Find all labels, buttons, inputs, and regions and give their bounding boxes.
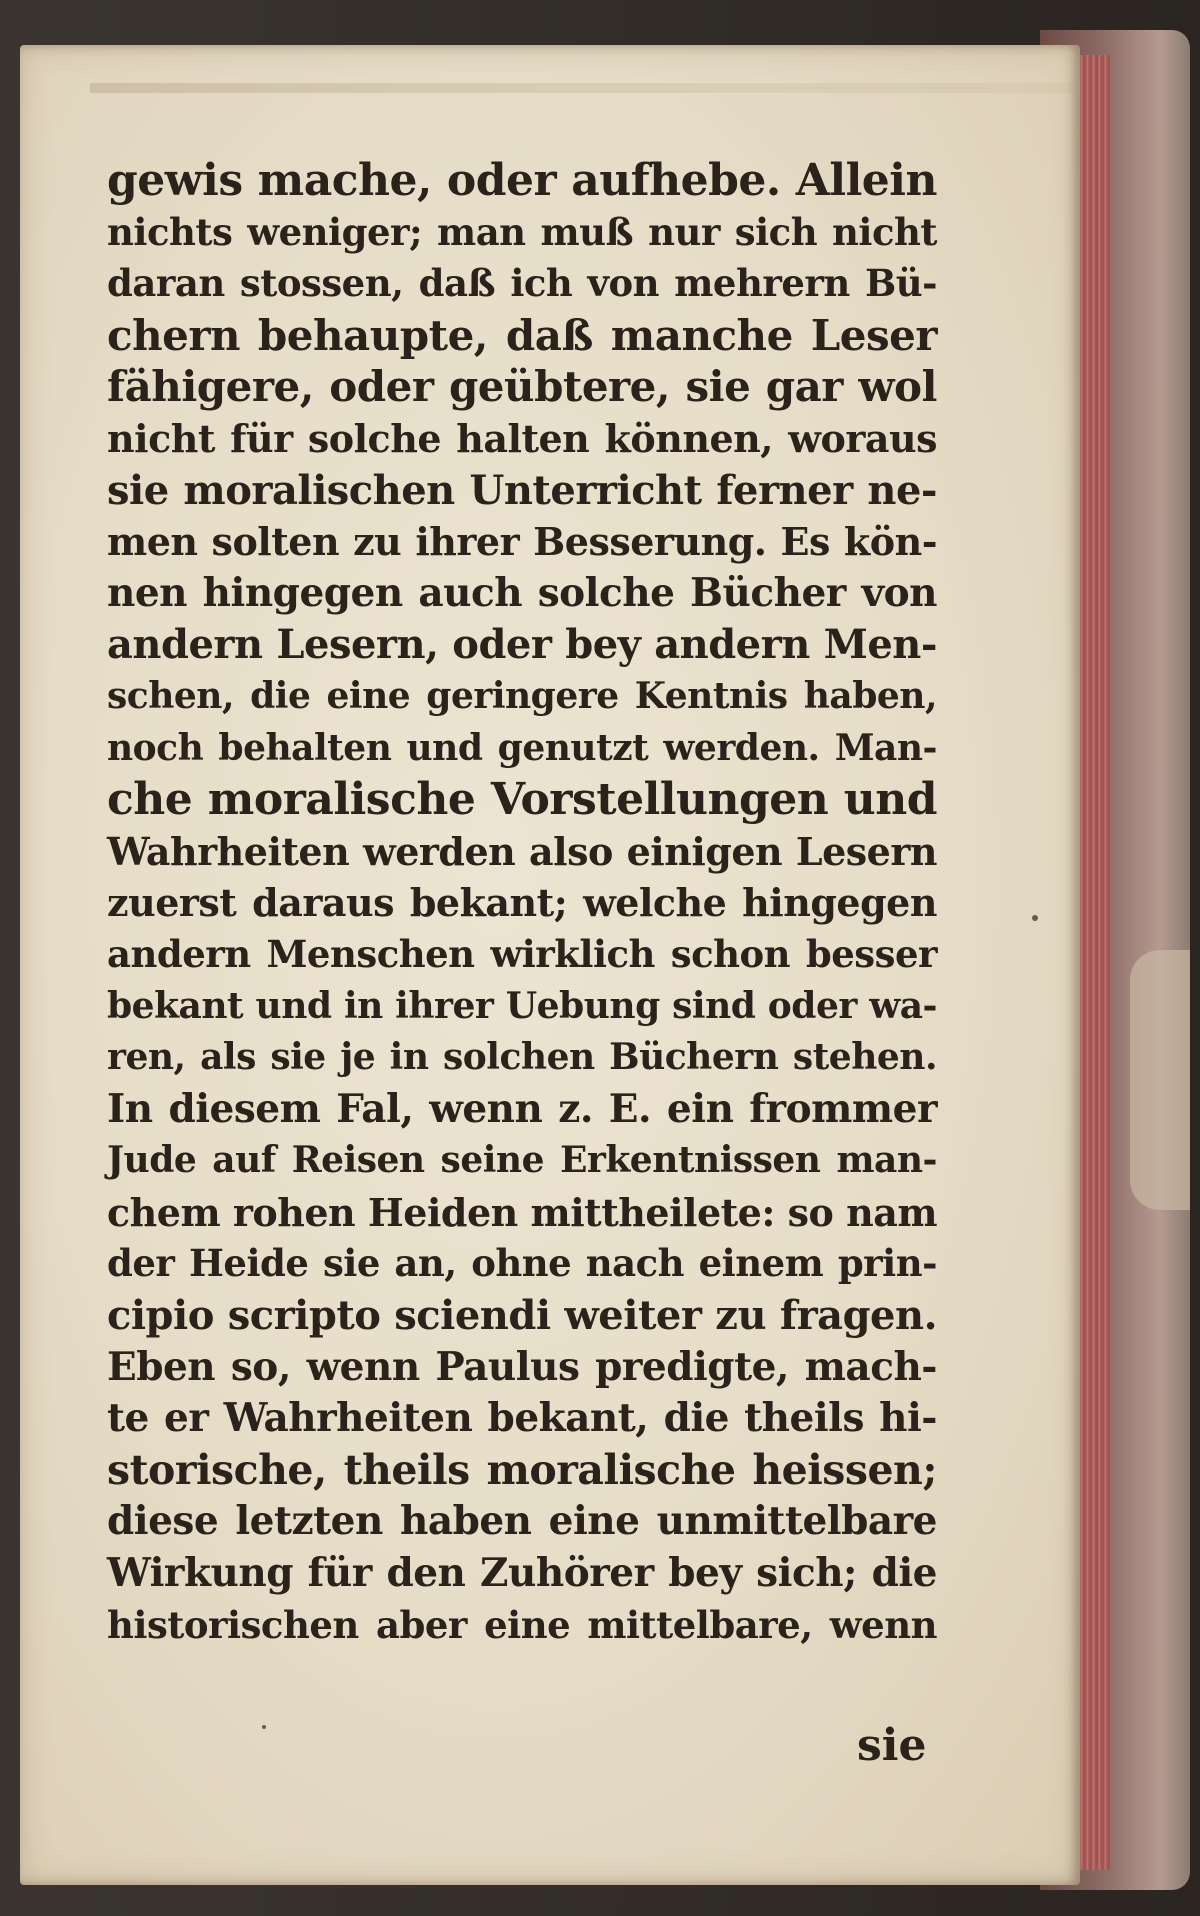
text-line: chem rohen Heiden mittheilete: so nam [107, 1189, 938, 1235]
text-line: cipio scripto sciendi weiter zu fragen. [107, 1292, 937, 1340]
text-line: storische, theils moralische heissen; [107, 1445, 937, 1494]
page-text [107, 155, 937, 1651]
text-line: chern behaupte, daß manche Leser [107, 310, 937, 360]
text-line: men solten zu ihrer Besserung. Es kön- [107, 519, 937, 565]
text-line: historischen aber eine mittelbare, wenn [107, 1602, 937, 1647]
text-line: Jude auf Reisen seine Erkentnissen man- [107, 1139, 937, 1182]
text-line: che moralische Vorstellungen und [107, 774, 937, 826]
text-line: ren, als sie je in solchen Büchern stehen. [107, 1036, 937, 1079]
text-line: Wahrheiten werden also einigen Lesern [107, 828, 937, 874]
text-line: gewis mache, oder aufhebe. Allein [107, 155, 937, 206]
text-line: te er Wahrheiten bekant, die theils hi- [107, 1395, 937, 1442]
text-line: nichts weniger; man muß nur sich nicht [107, 209, 937, 254]
text-line: Wirkung für den Zuhörer bey sich; die [107, 1550, 937, 1597]
text-line: In diesem Fal, wenn z. E. ein frommer [107, 1085, 937, 1132]
text-line: bekant und in ihrer Uebung sind oder wa- [107, 984, 937, 1027]
text-line: nicht für solche halten können, woraus [107, 415, 937, 461]
text-line: daran stossen, daß ich von mehrern Bü- [107, 261, 937, 306]
text-line: der Heide sie an, ohne nach einem prin- [107, 1241, 937, 1286]
text-line: andern Menschen wirklich schon besser [107, 931, 937, 976]
text-line: zuerst daraus bekant; welche hingegen [107, 880, 937, 926]
paper-speck [1032, 915, 1038, 921]
text-line: noch behalten und genutzt werden. Man- [107, 726, 937, 769]
text-line: Eben so, wenn Paulus predigte, mach- [107, 1343, 937, 1390]
text-line: andern Lesern, oder bey andern Men- [107, 621, 937, 669]
cover-wear-patch [1130, 950, 1190, 1210]
text-line: schen, die eine geringere Kentnis haben, [107, 674, 937, 717]
text-line: fähigere, oder geübtere, sie gar wol [107, 362, 937, 412]
paper-speck [262, 1725, 266, 1729]
page-top-shadow [90, 83, 1080, 93]
text-line: diese letzten haben eine unmittelbare [107, 1498, 937, 1545]
catchword: sie [857, 1720, 927, 1771]
text-line: sie moralischen Unterricht ferner ne- [107, 466, 937, 514]
text-line: nen hingegen auch solche Bücher von [107, 569, 937, 616]
